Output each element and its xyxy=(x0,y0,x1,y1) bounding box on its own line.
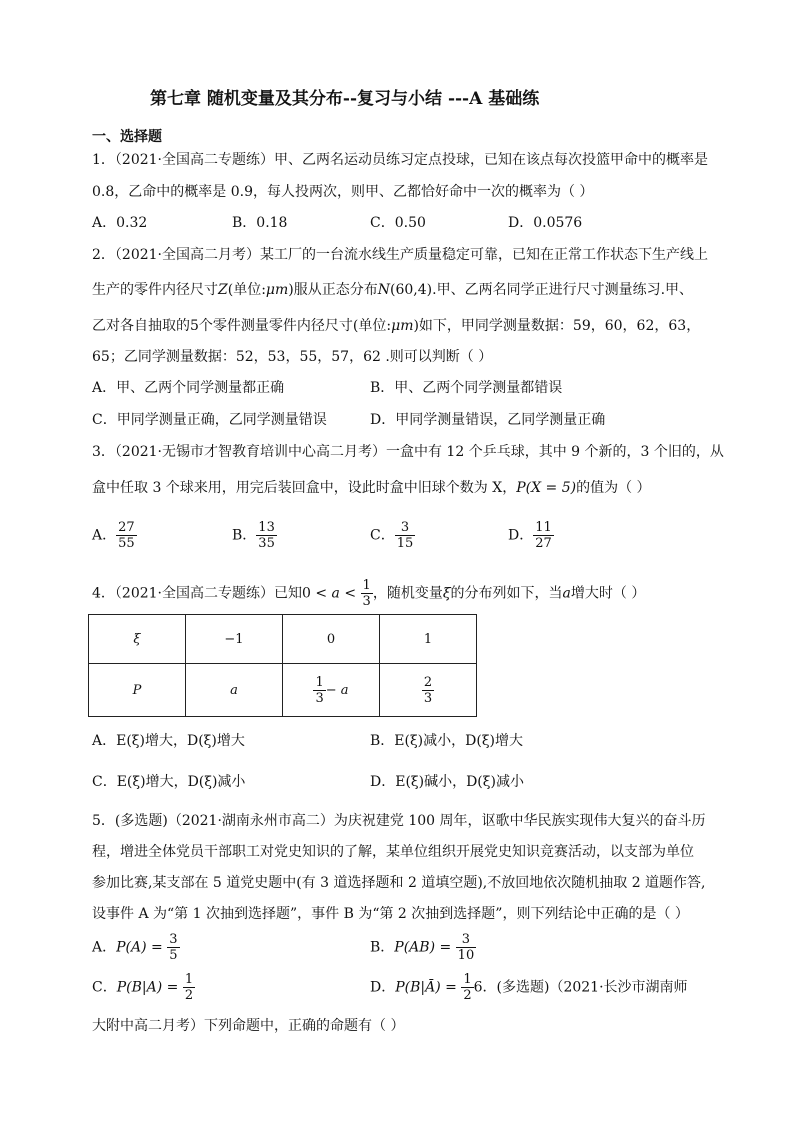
table-cell: $\frac{2}{3}$ xyxy=(380,664,477,717)
q5-option-b: B．P(AB) = $\frac{3}{10}$ xyxy=(370,932,475,963)
table-cell: −1 xyxy=(186,615,283,664)
table-row xyxy=(89,664,477,717)
q4-option-a: A．E(ξ)增大，D(ξ)增大 xyxy=(92,733,245,749)
table-cell: $\frac{1}{3}$ − a xyxy=(283,664,380,717)
q1-option-d: D．0.0576 xyxy=(508,215,583,231)
q5-option-a: A．P(A) = $\frac{3}{5}$ xyxy=(92,932,178,963)
table-row xyxy=(89,615,477,664)
q5-line2: 程，增进全体党员干部职工对党史知识的了解，某单位组织开展党史知识竞赛活动，以支部为单位 xyxy=(92,844,694,860)
q4-option-d: D．E(ξ)碱小，D(ξ)减小 xyxy=(370,774,524,790)
table-cell: 0 xyxy=(283,615,380,664)
table-cell: P xyxy=(89,664,186,717)
q5-line4: 设事件 A 为“第 1 次抽到选择题”，事件 B 为“第 2 次抽到选择题”，则下列结论中正确的是（ ） xyxy=(92,906,689,922)
table-cell: a xyxy=(186,664,283,717)
q4-line1: 4．（2021·全国高二专题练）已知0 < a < $\frac{1}{3}$ ，随机变量ξ的分布列如下，当a增大时（ ） xyxy=(92,578,646,609)
q3-line1: 3．（2021·无锡市才智教育培训中心高二月考）一盒中有 12 个乒乓球，其中 9 个新的，3 个旧的，从 xyxy=(92,444,724,460)
q3-option-d: D． $\frac{11}{27}$ xyxy=(508,520,552,551)
q2-option-a: A．甲、乙两个同学测量都正确 xyxy=(92,380,285,396)
page-title: 第七章 随机变量及其分布--复习与小结 ---A 基础练 xyxy=(150,89,540,109)
q4-option-b: B．E(ξ)减小，D(ξ)增大 xyxy=(370,733,524,749)
q5-option-d: D．P(B|Ā) = $\frac{1}{2}$ 6．(多选题)（2021·长沙市湖南师 xyxy=(370,972,688,1003)
q2-line4: 65；乙同学测量数据：52，53，55，57，62 .则可以判断（ ） xyxy=(92,349,493,365)
q2-option-c: C．甲同学测量正确，乙同学测量错误 xyxy=(92,412,327,428)
q3-option-b: B． $\frac{13}{35}$ xyxy=(232,520,275,551)
q1-option-b: B．0.18 xyxy=(232,215,288,231)
q5-line1: 5．(多选题)（2021·湖南永州市高二）为庆祝建党 100 周年，讴歌中华民族实现伟大复兴的奋斗历 xyxy=(92,813,706,829)
q6-line1: 6．(多选题)（2021·长沙市湖南师 xyxy=(473,979,688,996)
distribution-table xyxy=(88,614,477,717)
q2-option-b: B．甲、乙两个同学测量都错误 xyxy=(370,380,563,396)
q1-option-c: C．0.50 xyxy=(370,215,426,231)
q6-line2: 大附中高二月考）下列命题中，正确的命题有（ ） xyxy=(92,1018,405,1034)
q1-option-a: A．0.32 xyxy=(92,215,148,231)
q2-option-d: D．甲同学测量错误，乙同学测量正确 xyxy=(370,412,606,428)
q3-option-c: C． $\frac{3}{15}$ xyxy=(370,520,414,551)
q2-line3: 乙对各自抽取的5个零件测量零件内径尺寸(单位:μm)如下，甲同学测量数据：59，60，62，63， xyxy=(92,318,701,334)
q1-line1: 1．（2021·全国高二专题练）甲、乙两名运动员练习定点投球，已知在该点每次投篮甲命中的概率是 xyxy=(92,152,708,168)
q3-option-a: A． $\frac{27}{55}$ xyxy=(92,520,135,551)
section-heading: 一、选择题 xyxy=(92,129,162,145)
q5-line3: 参加比赛,某支部在 5 道党史题中(有 3 道选择题和 2 道填空题),不放回地依次随机抽取 2 道题作答, xyxy=(92,875,706,891)
q3-line2: 盒中任取 3 个球来用，用完后装回盒中，设此时盒中旧球个数为 X，P(X = 5)的值为（ ） xyxy=(92,480,651,496)
q5-option-c: C．P(B|A) = $\frac{1}{2}$ xyxy=(92,972,194,1003)
q2-line1: 2．（2021·全国高二月考）某工厂的一台流水线生产质量稳定可靠，已知在正常工作状态下生产线上 xyxy=(92,247,708,263)
q2-line2: 生产的零件内径尺寸Z(单位:μm)服从正态分布N(60,4).甲、乙两名同学正进行尺寸测量练习.甲、 xyxy=(92,282,694,298)
q1-line2: 0.8，乙命中的概率是 0.9，每人投两次，则甲、乙都恰好命中一次的概率为（ ） xyxy=(92,184,594,200)
table-cell: 1 xyxy=(380,615,477,664)
table-cell: ξ xyxy=(89,615,186,664)
q4-option-c: C．E(ξ)增大，D(ξ)减小 xyxy=(92,774,246,790)
